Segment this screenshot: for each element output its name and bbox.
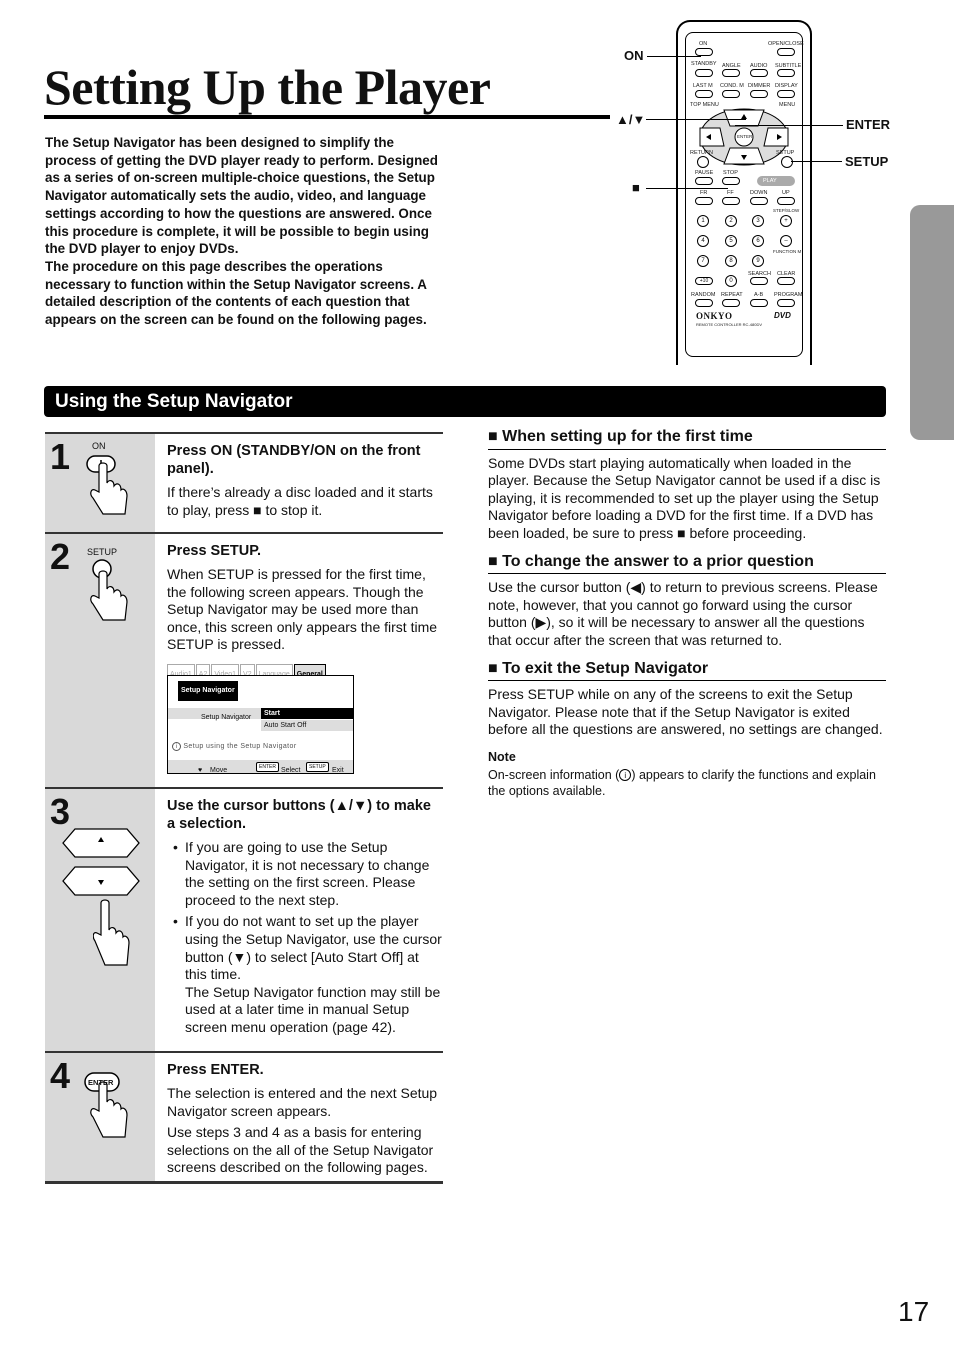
change-answer-body: Use the cursor button (◀) to return to previous screens. Please note, however, that you cannot go forward using the cursor button (▶), so it will be necessary to answer all the questions that occur after the screen that was returned to. xyxy=(488,579,878,648)
step-2-hand-icon xyxy=(87,558,137,628)
remote-label-return: RETURN xyxy=(690,150,713,156)
step-3-bullet-2: • If you do not want to set up the player using the Setup Navigator, use the cursor button (▼) to select [Auto Start Off] at this time. xyxy=(167,913,443,983)
step-3-bullet-1: • If you are going to use the Setup Navigator, it is not necessary to change the setting on the first screen. Please proceed to the next step. xyxy=(167,839,443,909)
step-3-illustration xyxy=(45,789,155,1051)
callout-stop-line xyxy=(646,188,728,189)
remote-num-plus10: +10 xyxy=(695,277,713,285)
remote-num-5: 5 xyxy=(725,235,737,247)
info-line xyxy=(172,738,297,756)
step-3-number: 3 xyxy=(50,791,71,832)
step-1 xyxy=(45,432,443,532)
step-3 xyxy=(45,787,443,1051)
steps-list xyxy=(45,432,443,1184)
remote-label-open-close: OPEN/CLOSE xyxy=(768,41,804,47)
first-time-heading: ■ When setting up for the first time xyxy=(488,428,886,450)
remote-display-button xyxy=(777,90,795,98)
remote-num-3: 3 xyxy=(752,215,764,227)
step-2-content xyxy=(167,534,443,786)
step-4-body: The selection is entered and the next Setup Navigator screen appears. xyxy=(167,1085,438,1119)
step-1-heading: Press ON (STANDBY/ON on the front panel). xyxy=(167,443,421,477)
step-2-icon-label: SETUP xyxy=(87,547,118,557)
remote-num-2: 2 xyxy=(725,215,737,227)
step-1-hand-icon xyxy=(83,452,133,522)
step-3-hand-icon xyxy=(93,899,133,971)
remote-angle-button xyxy=(722,69,740,77)
remote-num-0: 0 xyxy=(725,275,737,287)
remote-label-dimmer: DIMMER xyxy=(748,83,771,89)
section-title: Using the Setup Navigator xyxy=(44,386,886,417)
setup-screen-panel xyxy=(167,675,354,774)
remote-label-angle: ANGLE xyxy=(722,63,741,69)
remote-label-ab: A-B xyxy=(754,292,764,298)
footer-exit: Exit xyxy=(332,766,344,774)
remote-up-button xyxy=(777,197,795,205)
setup-navigator-row xyxy=(168,708,353,719)
setup-screen-footer xyxy=(168,760,353,773)
step-1-illustration xyxy=(45,434,155,532)
step-3-heading: Use the cursor buttons (▲/▼) to make a selection. xyxy=(167,798,431,832)
remote-label-fr: FR xyxy=(700,190,708,196)
remote-on-button xyxy=(695,48,713,56)
step-4-icon-label: ENTER xyxy=(88,1078,114,1087)
remote-clear-button xyxy=(777,277,795,285)
remote-subtitle-button xyxy=(777,69,795,77)
callout-enter: ENTER xyxy=(846,117,891,132)
remote-stop-button xyxy=(722,177,740,185)
remote-dvd-logo: DVD xyxy=(774,311,791,320)
step-4-content xyxy=(167,1053,443,1191)
setup-navigator-title: Setup Navigator xyxy=(178,681,238,701)
remote-repeat-button xyxy=(722,299,740,307)
intro-text xyxy=(45,134,440,329)
exit-heading: ■ To exit the Setup Navigator xyxy=(488,660,886,682)
remote-ff-button xyxy=(722,197,740,205)
remote-label-on: ON xyxy=(699,41,708,47)
footer-enter-key: ENTER xyxy=(256,762,279,772)
remote-label-search: SEARCH xyxy=(748,271,771,277)
remote-fr-button xyxy=(695,197,713,205)
remote-play-button: PLAY xyxy=(757,176,795,186)
note-info-icon: i xyxy=(619,769,631,781)
remote-label-display: DISPLAY xyxy=(775,83,798,89)
remote-audio-button xyxy=(750,69,768,77)
step-1-number: 1 xyxy=(50,436,71,477)
callout-enter-line xyxy=(735,125,843,126)
callout-setup-line xyxy=(791,161,842,162)
remote-label-stop: STOP xyxy=(723,170,738,176)
callout-cursor: ▲/▼ xyxy=(616,112,646,127)
remote-label-audio: AUDIO xyxy=(750,63,768,69)
remote-label-menu: MENU xyxy=(779,102,796,108)
title-rule xyxy=(44,115,610,119)
step-3-content xyxy=(167,789,443,1047)
step-1-body: If there’s already a disc loaded and it starts to play, press ■ to stop it. xyxy=(167,484,433,518)
remote-label-standby: STANDBY xyxy=(691,61,717,67)
remote-dimmer-button xyxy=(750,90,768,98)
step-2 xyxy=(45,532,443,787)
remote-standby-button xyxy=(695,69,713,77)
remote-last-m-button xyxy=(695,90,713,98)
note-body xyxy=(488,767,886,800)
remote-brand-logo: ONKYO xyxy=(696,311,733,321)
step-2-number: 2 xyxy=(50,536,71,577)
remote-cond-m-button xyxy=(722,90,740,98)
remote-num-8: 8 xyxy=(725,255,737,267)
callout-on: ON xyxy=(624,48,644,63)
remote-label-step-slow: STEP/SLOW xyxy=(773,208,800,213)
step-2-body: When SETUP is pressed for the first time, the following screen appears. Though the Setup Navigator may be used more than once, this screen only appears the first time SETUP is pressed. xyxy=(167,566,438,653)
change-answer-heading: ■ To change the answer to a prior question xyxy=(488,553,886,575)
remote-label-down: DOWN xyxy=(750,190,768,196)
remote-label-clear: CLEAR xyxy=(777,271,796,277)
remote-random-button xyxy=(695,299,713,307)
remote-num-6: 6 xyxy=(752,235,764,247)
step-4-heading: Press ENTER. xyxy=(167,1062,264,1078)
setup-navigator-row-label: Setup Navigator xyxy=(201,713,252,721)
remote-open-close-button xyxy=(777,48,795,56)
remote-plus: + xyxy=(780,215,792,227)
callout-cursor-line xyxy=(646,119,746,120)
remote-label-cond-m: COND. M xyxy=(720,83,744,89)
remote-label-enter: ENTER xyxy=(737,134,753,139)
exit-body: Press SETUP while on any of the screens to exit the Setup Navigator. Please note that if the Setup Navigator is exited before all the questions are answered, no settings are changed. xyxy=(488,686,883,738)
remote-model-label: REMOTE CONTROLLER RC-480DV xyxy=(696,322,763,327)
first-time-body: Some DVDs start playing automatically when loaded in the player. Because the Setup Navigator cannot be used if a disc is playing, it is recommended to set up the player using the Setup Navigator before loading a DVD for the first time. If a DVD has been loaded, be sure to press ■ before proceeding. xyxy=(488,454,881,541)
note-heading: Note xyxy=(488,749,516,764)
remote-label-top-menu: TOP MENU xyxy=(690,102,719,108)
footer-setup-key: SETUP xyxy=(306,762,329,772)
step-1-content xyxy=(167,434,443,533)
info-text: Setup using the Setup Navigator xyxy=(183,742,297,750)
info-icon: i xyxy=(172,742,181,751)
remote-label-random: RANDOM xyxy=(691,292,716,298)
remote-num-7: 7 xyxy=(697,255,709,267)
remote-ab-button xyxy=(750,299,768,307)
note-body-start: On-screen information ( xyxy=(488,767,620,782)
side-tab xyxy=(910,205,954,440)
step-2-illustration xyxy=(45,534,155,787)
remote-num-1: 1 xyxy=(697,215,709,227)
intro-paragraph-1: The Setup Navigator has been designed to simplify the process of getting the DVD player ready to perform. Designed as a series of on-screen multiple-choice questions, the Setup Navigator automatically sets the audio, video, and language settings according to how the questions are answered. Once this procedure is complete, it will be possible to begin using the DVD player to enjoy DVDs. xyxy=(45,135,438,257)
remote-illustration xyxy=(676,20,812,365)
callout-setup: SETUP xyxy=(845,154,889,169)
option-auto-start-off: Auto Start Off xyxy=(261,720,353,731)
step-2-heading: Press SETUP. xyxy=(167,543,262,559)
remote-label-last-m: LAST M xyxy=(693,83,713,89)
remote-num-9: 9 xyxy=(752,255,764,267)
remote-setup-button xyxy=(781,156,793,168)
remote-label-up: UP xyxy=(782,190,790,196)
step-4 xyxy=(45,1051,443,1181)
move-icon: ♥ xyxy=(198,766,203,774)
remote-return-button xyxy=(697,156,709,168)
remote-label-pause: PAUSE xyxy=(695,170,714,176)
page-number: 17 xyxy=(898,1296,930,1327)
setup-screen xyxy=(167,664,354,776)
callout-on-line xyxy=(647,56,701,57)
remote-pause-button xyxy=(695,177,713,185)
remote-label-ff: FF xyxy=(727,190,734,196)
remote-search-button xyxy=(750,277,768,285)
footer-move: Move xyxy=(210,766,228,774)
remote-label-program: PROGRAM xyxy=(774,292,803,298)
remote-num-4: 4 xyxy=(697,235,709,247)
step-4-illustration xyxy=(45,1053,155,1181)
remote-label-repeat: REPEAT xyxy=(721,292,743,298)
step-1-icon-label: ON xyxy=(92,441,106,451)
remote-label-subtitle: SUBTITLE xyxy=(775,63,802,69)
remote-program-button xyxy=(777,299,795,307)
step-4-number: 4 xyxy=(50,1055,71,1096)
remote-down-button xyxy=(750,197,768,205)
remote-label-function-m: FUNCTION M xyxy=(773,249,802,254)
footer-select: Select xyxy=(281,766,301,774)
intro-paragraph-2: The procedure on this page describes the operations necessary to function within the Setup Navigator screens. A detailed description of the contents of each question that appears on the screen can be found on the following pages. xyxy=(45,258,427,328)
remote-minus: – xyxy=(780,235,792,247)
page-title: Setting Up the Player xyxy=(44,59,491,115)
option-start: Start xyxy=(261,708,353,719)
note-body-end: ) appears to clarify the functions and explain the options available. xyxy=(488,767,876,798)
remote-label-setup: SETUP xyxy=(776,150,795,156)
step-3-bullet-2-continued: The Setup Navigator function may still be used at a later time in manual Setup screen menu operation (page 42). xyxy=(185,983,441,1035)
step-4-body-2: Use steps 3 and 4 as a basis for entering selections on the all of the Setup Navigator screens described on the following pages. xyxy=(167,1124,434,1176)
right-column xyxy=(488,428,886,800)
callout-stop: ■ xyxy=(632,180,640,195)
